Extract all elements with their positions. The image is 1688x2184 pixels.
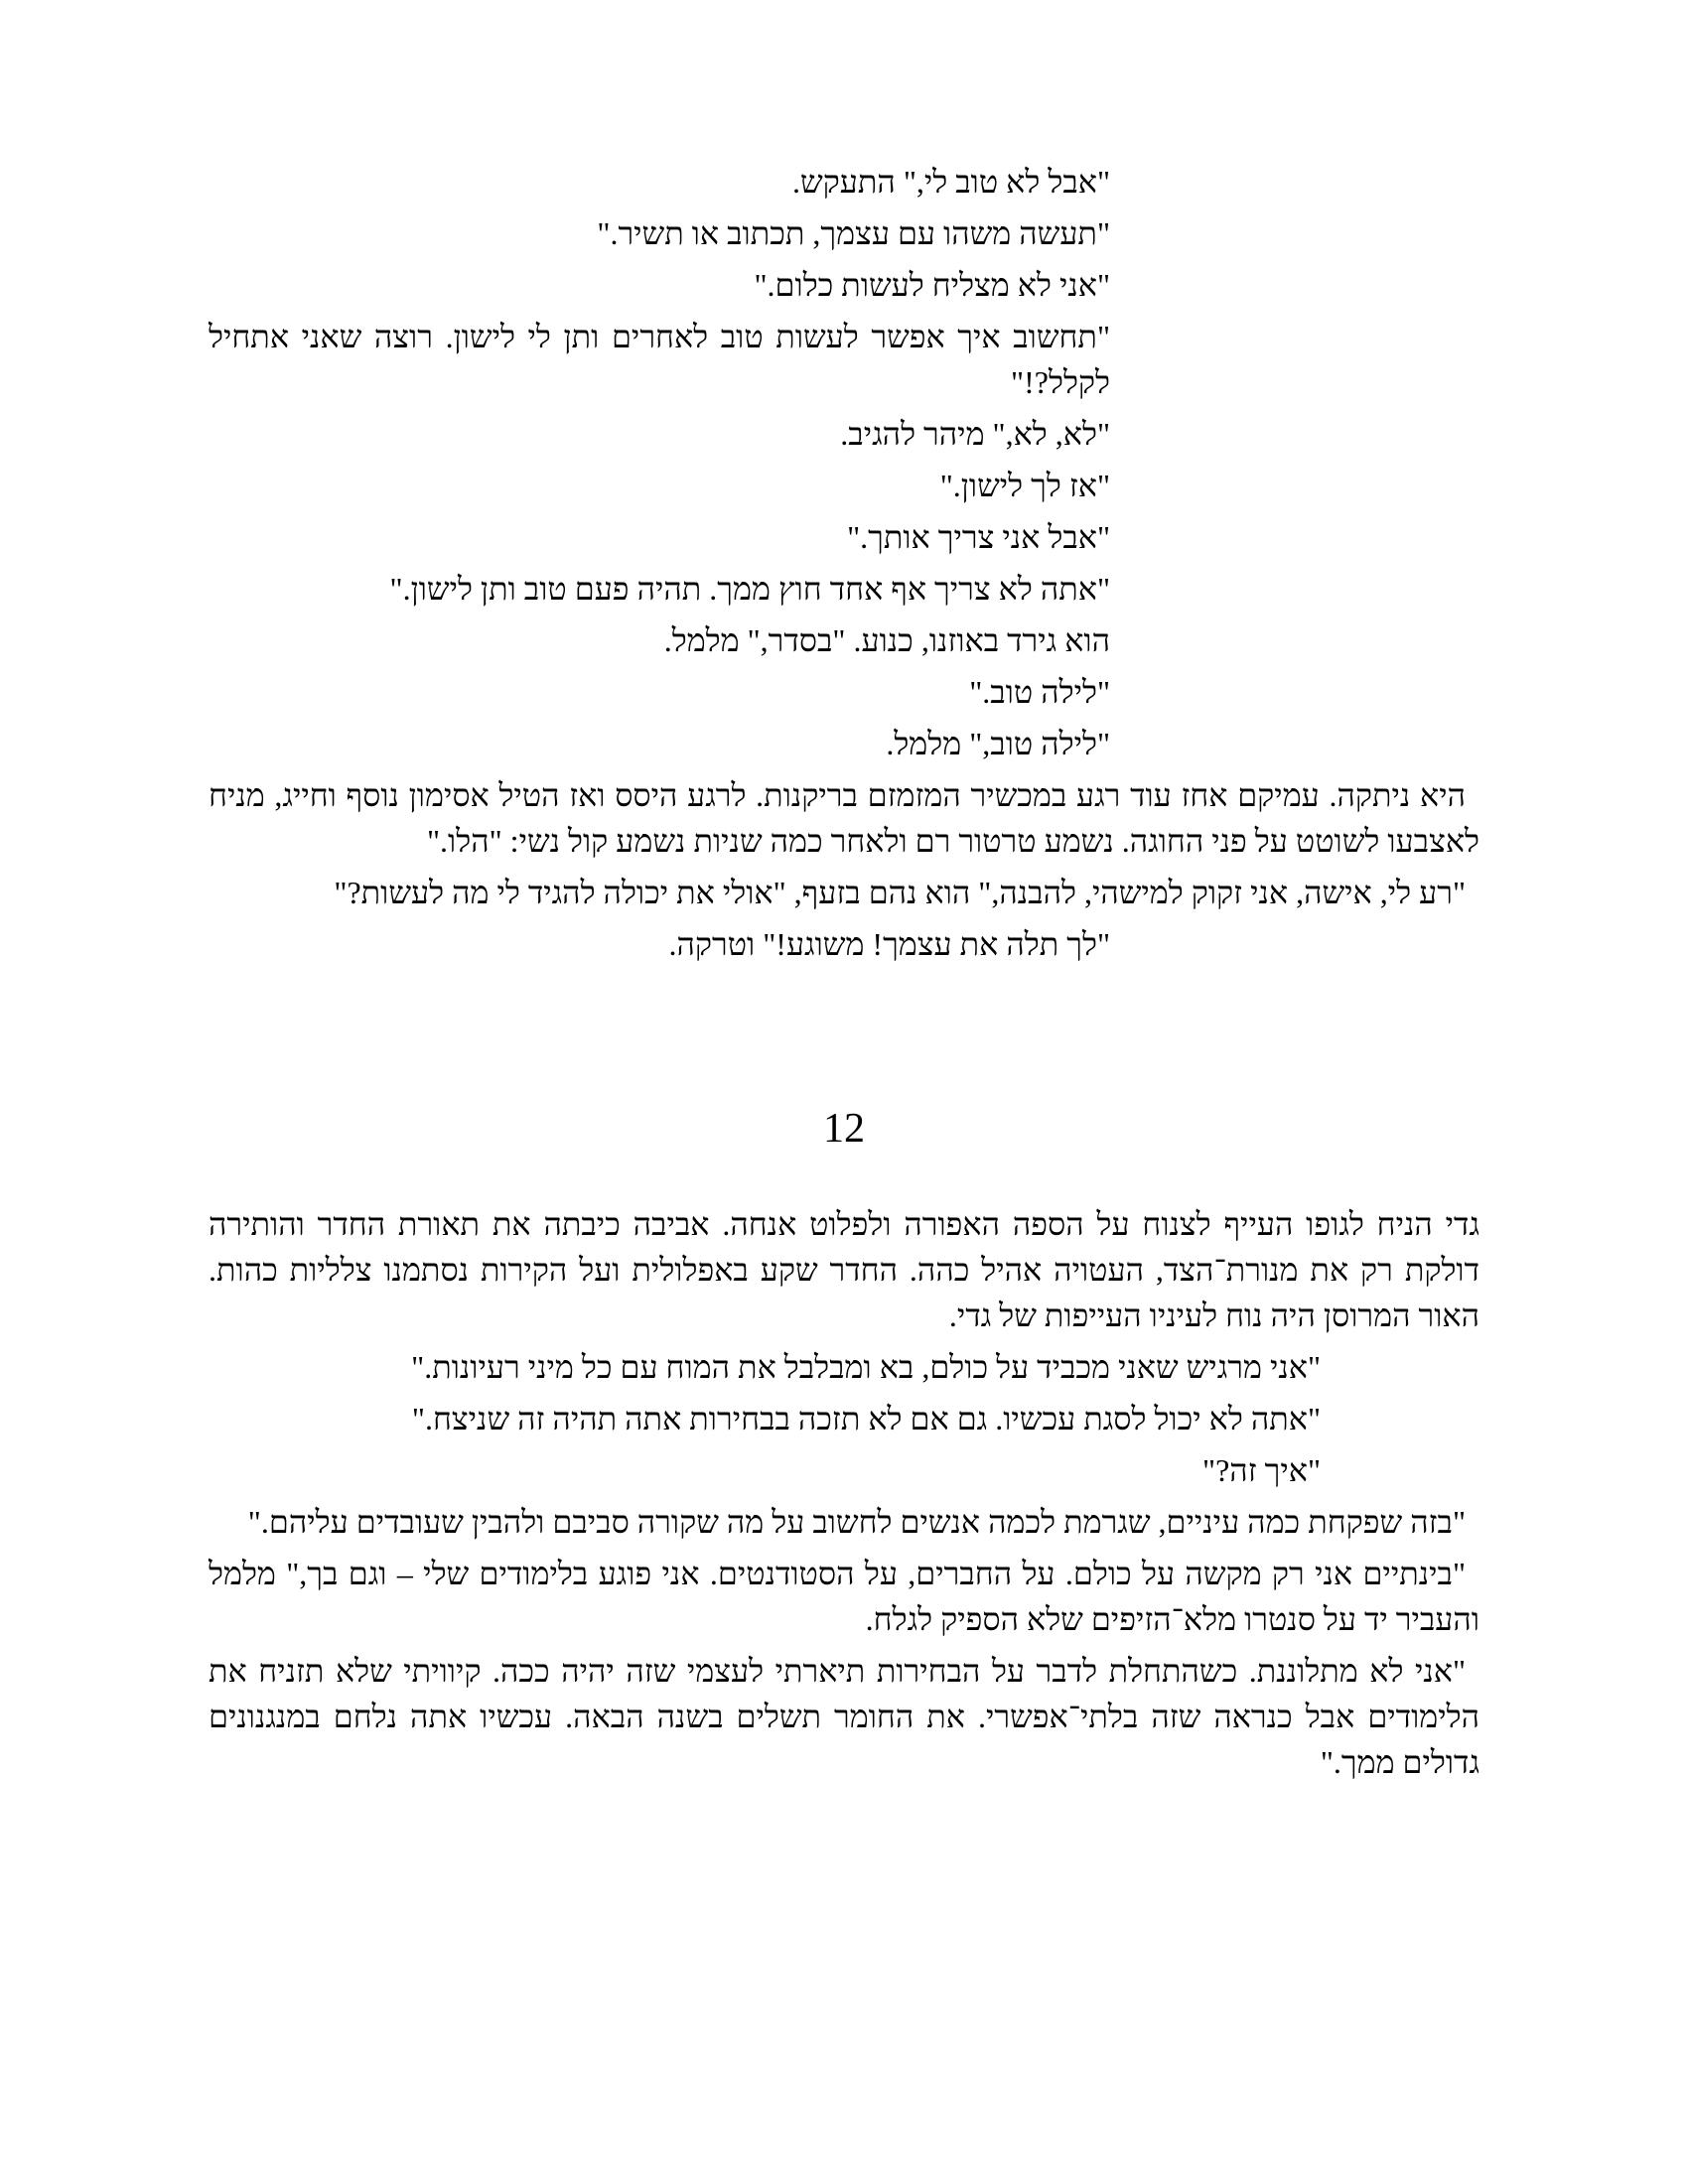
body-paragraph: "בינתיים אני רק מקשה על כולם. על החברים, על הסטודנטים. אני פוגע בלימודים שלי – וגם בך," מלמל והעביר יד על סנטרו מלא־הזיפים שלא הספיק לגלח. — [209, 1556, 1479, 1637]
body-paragraph: "רע לי, אישה, אני זקוק למישהי, להבנה," הוא נהם בזעף, "אולי את יכולה להגיד לי מה לעשות?" — [334, 875, 1466, 910]
dialogue-line: "אתה לא צריך אף אחד חוץ ממך. תהיה פעם טוב ותן לישון." — [389, 571, 1110, 607]
dialogue-line: "לא, לא," מיהר להגיב. — [840, 416, 1110, 452]
dialogue-line: "אתה לא יכול לסגת עכשיו. גם אם לא תזכה בבחירות אתה תהיה זה שניצח." — [411, 1401, 1321, 1436]
body-paragraph: היא ניתקה. עמיקם אחז עוד רגע במכשיר המזמזם בריקנות. לרגע היסס ואז הטיל אסימון נוסף וחייג, מניח לאצבעו לשוטט על פני החוגה. נשמע טרטור רם ולאחר כמה שניות נשמע קול נשי: "הלו." — [209, 777, 1479, 859]
dialogue-line: "אני לא מצליח לעשות כלום." — [754, 267, 1110, 303]
chapter-number: 12 — [823, 1106, 865, 1152]
dialogue-line: "אני מרגיש שאני מכביד על כולם, בא ומבלבל את המוח עם כל מיני רעיונות." — [411, 1349, 1321, 1385]
body-paragraph: "אני לא מתלוננת. כשהתחלת לדבר על הבחירות תיארתי לעצמי שזה יהיה ככה. קיוויתי שלא תזניח את הלימודים אבל כנראה שזה בלתי־אפשרי. את החומר תשלים בשנה הבאה. עכשיו אתה נלחם במנגנונים גדולים ממך." — [209, 1653, 1479, 1780]
dialogue-line: "אבל אני צריך אותך." — [847, 519, 1110, 555]
dialogue-block — [209, 159, 1479, 766]
dialogue-line: "לילה טוב," מלמל. — [886, 726, 1110, 761]
body-paragraph: "בזה שפקחת כמה עיניים, שגרמת לכמה אנשים לחשוב על מה שקורה סביבם ולהבין שעובדים עליהם." — [247, 1504, 1466, 1540]
dialogue-line: "אז לך לישון." — [939, 468, 1110, 503]
document-page — [209, 159, 1479, 1791]
dialogue-line: "איך זה?" — [1202, 1452, 1321, 1488]
dialogue-line: "אבל לא טוב לי," התעקש. — [792, 164, 1110, 200]
dialogue-line: הוא גירד באוזנו, כנוע. "בסדר," מלמל. — [663, 622, 1110, 658]
dialogue-line: "לילה טוב." — [969, 674, 1110, 710]
body-paragraph: גדי הניח לגופו העייף לצנוח על הספה האפורה ולפלוט אנחה. אביבה כיבתה את תאורת החדר והותירה דולקת רק את מנורת־הצד, העטויה אהיל כהה. החדר שקע באפלולית ועל הקירות נסתמנו צלליות כהות. האור המרוסן היה נוח לעיניו העייפות של גדי. — [209, 1206, 1479, 1333]
dialogue-line: "תחשוב איך אפשר לעשות טוב לאחרים ותן לי לישון. רוצה שאני אתחיל לקלל?!" — [209, 319, 1110, 400]
body-paragraph: "לך תלה את עצמך! משוגע!" וטרקה. — [668, 926, 1110, 962]
dialogue-line: "תעשה משהו עם עצמך, תכתוב או תשיר." — [597, 215, 1110, 251]
